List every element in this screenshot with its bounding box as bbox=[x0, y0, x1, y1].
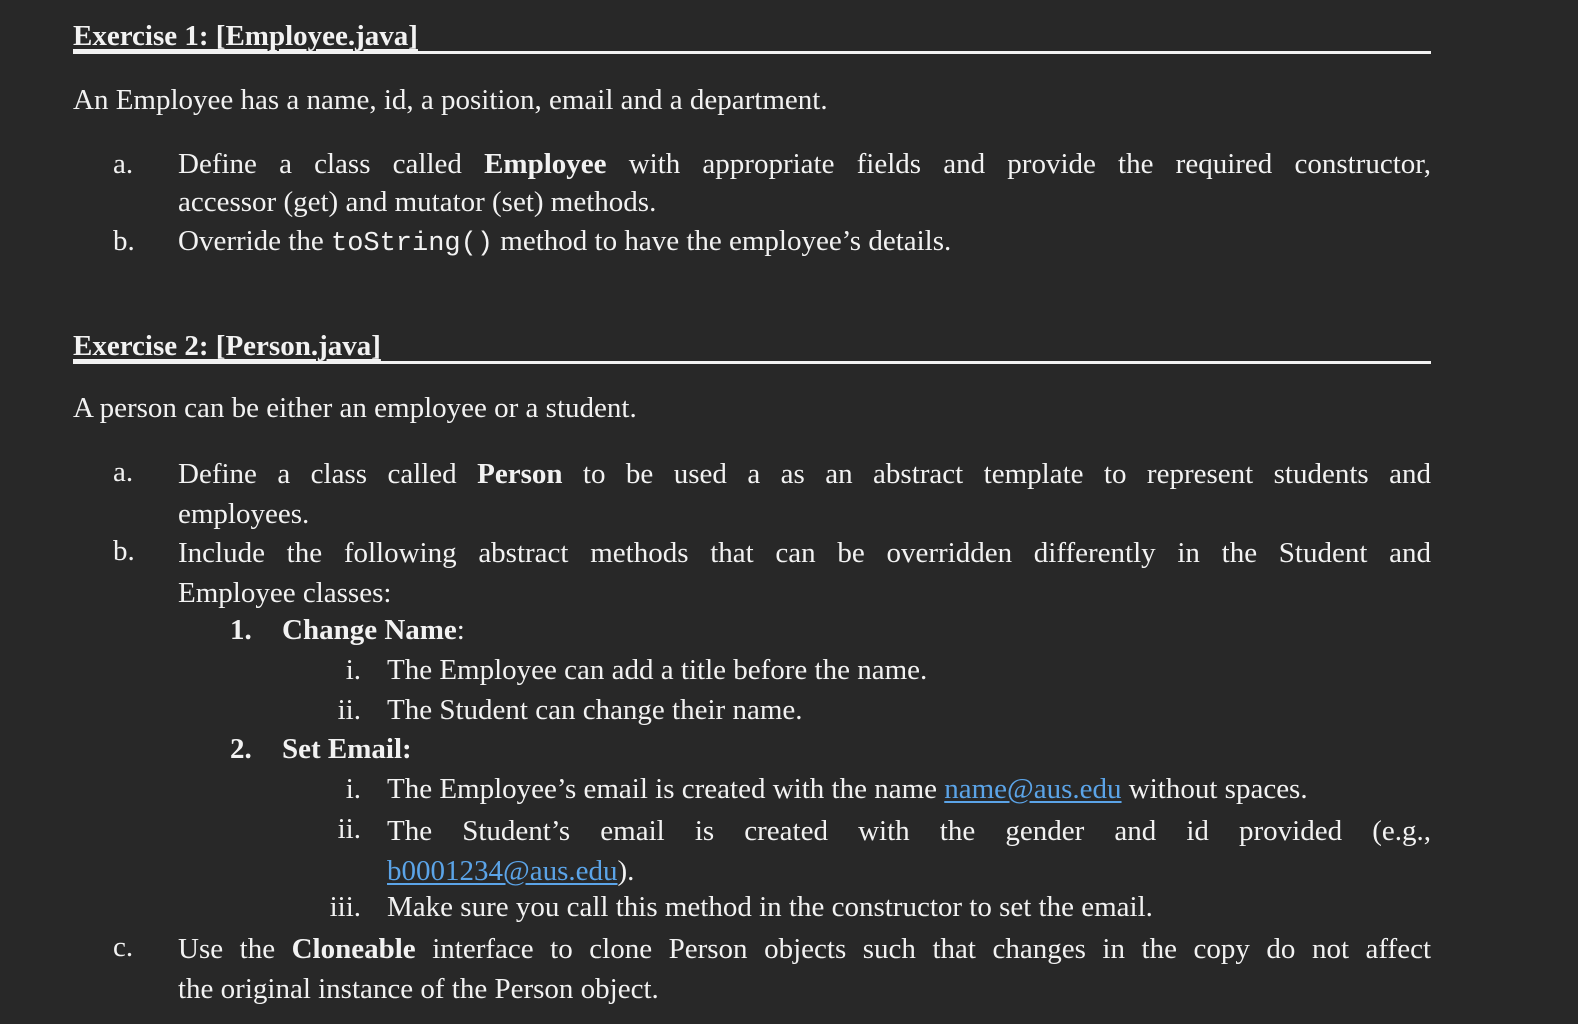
exercise-1-heading: Exercise 1: [Employee.java] bbox=[73, 20, 418, 52]
exercise-1-intro: An Employee has a name, id, a position, email and a department. bbox=[73, 84, 828, 116]
exercise-1-item-a-line-1: Define a class called Employee with appropriate fields and provide the required constructor, bbox=[178, 148, 1431, 180]
exercise-2-item-c-line-1: Use the Cloneable interface to clone Person objects such that changes in the copy do not affect bbox=[178, 933, 1431, 965]
list-marker: a. bbox=[113, 148, 134, 180]
exercise-1-item-b: Override the toString() method to have the employee’s details. bbox=[178, 225, 952, 259]
exercise-1-item-a bbox=[178, 144, 1431, 222]
exercise-2-item-b bbox=[178, 533, 1431, 613]
exercise-2-intro: A person can be either an employee or a student. bbox=[73, 392, 637, 424]
email-link-name[interactable]: name@aus.edu bbox=[944, 773, 1122, 805]
exercise-1-heading-rule bbox=[73, 51, 1431, 54]
exercise-2-item-b-line-2: Employee classes: bbox=[178, 577, 392, 609]
change-name-subitem-i: The Employee can add a title before the name. bbox=[387, 654, 928, 686]
exercise-1-item-a-line-2: accessor (get) and mutator (set) methods. bbox=[178, 186, 657, 218]
set-email-subitem-ii-line-1: The Student’s email is created with the gender and id provided (e.g., bbox=[387, 815, 1431, 847]
subitem-marker: ii. bbox=[337, 694, 361, 726]
subitem-marker: i. bbox=[345, 773, 361, 805]
exercise-2-item-a-line-2: employees. bbox=[178, 498, 310, 530]
method-set-email: Set Email: bbox=[282, 733, 412, 765]
set-email-subitem-ii bbox=[387, 811, 1431, 891]
email-link-student[interactable]: b0001234@aus.edu bbox=[387, 855, 618, 887]
exercise-2-item-c-line-2: the original instance of the Person object. bbox=[178, 973, 659, 1005]
exercise-2-item-a bbox=[178, 454, 1431, 534]
list-marker: b. bbox=[113, 535, 135, 567]
exercise-2-heading: Exercise 2: [Person.java] bbox=[73, 330, 381, 362]
set-email-subitem-ii-line-2: b0001234@aus.edu). bbox=[387, 855, 635, 887]
exercise-2-item-c bbox=[178, 929, 1431, 1009]
list-marker: a. bbox=[113, 456, 134, 488]
method-marker: 1. bbox=[230, 614, 252, 646]
exercise-2-item-a-line-1: Define a class called Person to be used a as an abstract template to represent students and bbox=[178, 458, 1431, 490]
subitem-marker: ii. bbox=[337, 813, 361, 845]
list-marker: c. bbox=[113, 931, 134, 963]
subitem-marker: iii. bbox=[329, 891, 361, 923]
subitem-marker: i. bbox=[345, 654, 361, 686]
method-marker: 2. bbox=[230, 733, 252, 765]
exercise-2-item-b-line-1: Include the following abstract methods that can be overridden differently in the Student and bbox=[178, 537, 1431, 569]
set-email-subitem-i: The Employee’s email is created with the name name@aus.edu without spaces. bbox=[387, 773, 1308, 805]
exercise-2-heading-rule bbox=[73, 361, 1431, 364]
change-name-subitem-ii: The Student can change their name. bbox=[387, 694, 803, 726]
method-change-name: Change Name: bbox=[282, 614, 465, 646]
list-marker: b. bbox=[113, 225, 135, 257]
tostring-code: toString() bbox=[331, 229, 494, 259]
set-email-subitem-iii: Make sure you call this method in the constructor to set the email. bbox=[387, 891, 1153, 923]
